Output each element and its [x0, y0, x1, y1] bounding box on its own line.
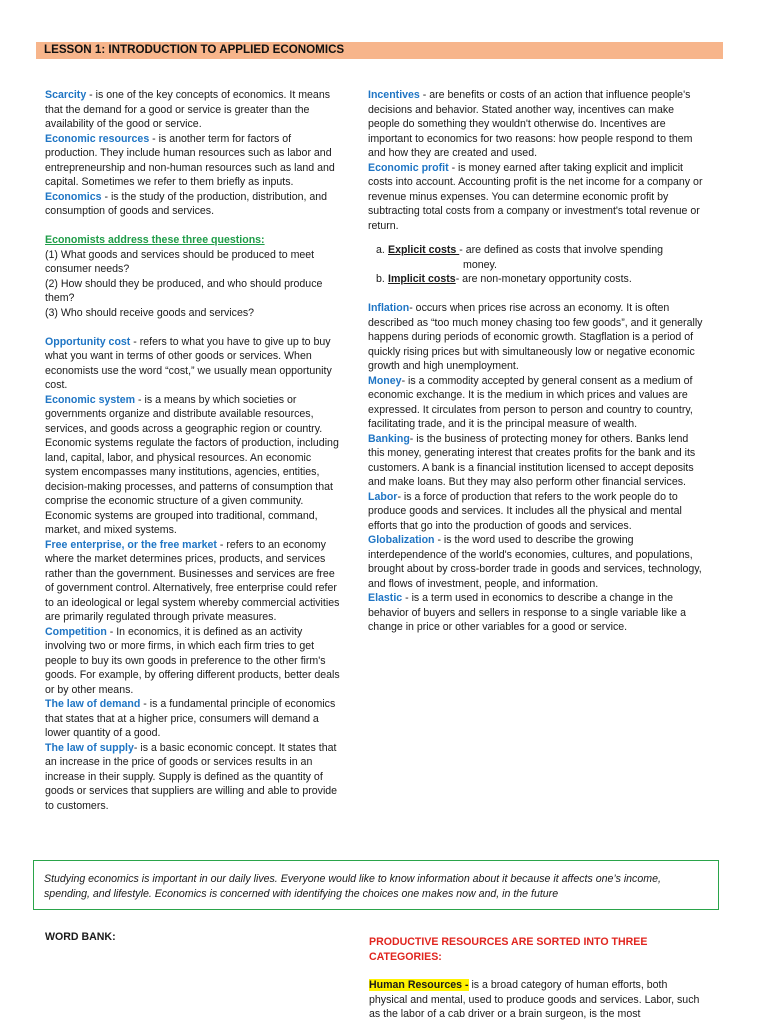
definition-text: - is a fundamental principle of economics that states that at a higher price, consumers will demand a lower quantity of a good. — [45, 698, 336, 739]
questions-heading: Economists address these three questions: — [45, 234, 265, 246]
term-banking: Banking — [368, 432, 410, 445]
definition-globalization — [368, 533, 703, 591]
definition-text: - is a basic economic concept. It states that an increase in the price of goods or services results in an increase in their supply. Supply is defined as the quantity of goods or services that suppliers are willing and able to provide to customers. — [45, 741, 338, 812]
term-economic-profit: Economic profit — [368, 161, 449, 174]
definition-text: - is a term used in economics to describe a change in the behavior of buyers and sellers in response to a single variable like a change in price or other variables for a good or service. — [368, 592, 686, 633]
definition-economic-system — [45, 393, 345, 538]
definition-text: - is money earned after taking explicit and implicit costs into account. Accounting profit is the net income for a company or revenue minus expenses. You can determine economic profit by subtracting total costs from a company or investment's total revenue or return. — [368, 161, 703, 232]
definition-banking — [368, 432, 703, 490]
definition-law-of-supply — [45, 741, 345, 814]
term-opportunity-cost: Opportunity cost — [45, 335, 131, 348]
cost-item-explicit — [368, 243, 703, 272]
definition-law-of-demand — [45, 697, 345, 741]
term-explicit-costs: Explicit costs — [388, 244, 460, 256]
definition-labor — [368, 490, 703, 534]
definition-text: - is another term for factors of production. They include human resources such as labor and entrepreneurship and non-human resources such as land and capital. Sometimes we refer to them briefly as inputs. — [45, 132, 335, 188]
definition-text: - refers to an economy where the market determines prices, products, and services rather than the government. Businesses and services are free of government control. Alternatively, free enterprise could refer to an ideological or legal system whereby commercial activities are primarily regulated through private measures. — [45, 538, 340, 623]
definition-competition — [45, 625, 345, 698]
definition-elastic — [368, 591, 703, 635]
definition-text: - are non-monetary opportunity costs. — [455, 273, 632, 285]
term-labor: Labor — [368, 490, 398, 503]
left-column — [45, 88, 345, 813]
definition-economic-profit — [368, 161, 703, 234]
definition-text: - In economics, it is defined as an activity involving two or more firms, in which each firm tries to get people to buy its own goods in preference to the other firm's goods. For example, by offering different products, better deals or by other means. — [45, 625, 340, 696]
lesson-title: LESSON 1: INTRODUCTION TO APPLIED ECONOMICS — [44, 43, 345, 56]
term-globalization: Globalization — [368, 534, 435, 546]
term-free-enterprise: Free enterprise, or the free market — [45, 538, 217, 551]
productive-resources-heading: PRODUCTIVE RESOURCES ARE SORTED INTO THREE CATEGORIES: — [369, 936, 648, 963]
definition-text: - is a force of production that refers to the work people do to produce goods and services. It includes all the physical and mental efforts that go into the production of goods and services. — [368, 490, 682, 532]
term-economic-system: Economic system — [45, 393, 136, 406]
word-bank-label: WORD BANK: — [45, 931, 116, 943]
cost-item-implicit — [368, 272, 703, 287]
list-marker: b. — [376, 273, 385, 285]
definition-text: - is the business of protecting money for others. Banks lend this money, generating interest that creates profits for the bank and its customers. A bank is a financial institution licensed to accept deposits and make loans. But they may also perform other financial services. — [368, 432, 696, 488]
definition-text: - is a means by which societies or governments organize and distribute available resources, services, and goods across a geographic region or country. Economic systems regulate the factors of production, including land, capital, labor, and physical resources. An economic system encompasses many institutions, agencies, entities, decision-making processes, and patterns of consumption that comprise the economic structure of a given community. Economic systems are grouped into traditional, command, market, and mixed systems. — [45, 393, 339, 536]
question-item: (1) What goods and services should be produced to meet consumer needs? — [45, 248, 315, 275]
term-law-of-supply: The law of supply — [45, 741, 134, 754]
list-marker: a. — [376, 244, 385, 256]
definition-text: - are defined as costs that involve spending — [459, 244, 664, 256]
question-item: (2) How should they be produced, and who should produce them? — [45, 277, 323, 304]
term-money: Money — [368, 374, 402, 387]
term-inflation: Inflation — [368, 302, 410, 314]
term-competition: Competition — [45, 625, 107, 638]
definition-inflation — [368, 301, 703, 374]
term-economic-resources: Economic resources — [45, 132, 150, 145]
question-item: (3) Who should receive goods and services? — [45, 306, 255, 319]
right-column — [368, 88, 703, 635]
definition-human-resources — [369, 978, 704, 1022]
definition-scarcity — [45, 88, 345, 132]
definition-text: - occurs when prices rise across an economy. It is often described as “too much money chasing too few goods”, and it generally happens during periods of economic growth. Stagflation is a period of quickly rising prices but with simultaneously low or negative economic growth and high unemployment. — [368, 302, 703, 372]
term-economics: Economics — [45, 190, 102, 203]
definition-text: - is a commodity accepted by general consent as a medium of economic exchange. It is the medium in which prices and values are expressed. It circulates from person to person and country to country, facilitating trade, and it is the principal measure of wealth. — [368, 374, 693, 430]
definition-text: - are benefits or costs of an action that influence people's decisions and behavior. Stated another way, incentives can make people do something they wouldn't otherwise do. Incentives are important to economics for two reasons: how people respond to them and how they are created and used. — [368, 89, 693, 159]
lesson-header — [36, 42, 723, 59]
definition-text: - is the study of the production, distribution, and consumption of goods and services. — [45, 190, 328, 217]
definition-economic-resources — [45, 132, 345, 190]
definition-continuation: money. — [463, 258, 497, 271]
definition-text: - refers to what you have to give up to buy what you want in terms of other goods or services. When economists use the word “cost,” we usually mean opportunity cost. — [45, 335, 332, 391]
term-incentives: Incentives — [368, 89, 420, 101]
definition-text: - is the word used to describe the growing interdependence of the world's economies, cultures, and populations, brought about by cross-border trade in goods and services, technology, and flows of investment, people, and information. — [368, 534, 702, 590]
term-scarcity: Scarcity — [45, 89, 87, 101]
term-human-resources: Human Resources - — [369, 979, 469, 991]
definition-free-enterprise — [45, 538, 345, 625]
term-elastic: Elastic — [368, 592, 403, 604]
definition-text: is a broad category of human efforts, both physical and mental, used to produce goods and services. Labor, such as the labor of a cab driver or a brain surgeon, is the most — [369, 979, 700, 1020]
term-law-of-demand: The law of demand — [45, 698, 141, 710]
definition-incentives — [368, 88, 703, 161]
term-implicit-costs: Implicit costs — [388, 273, 456, 285]
cost-list — [368, 243, 703, 287]
definition-money — [368, 374, 703, 432]
definition-opportunity-cost — [45, 335, 345, 393]
definition-economics — [45, 190, 345, 219]
definition-text: - is one of the key concepts of economics. It means that the demand for a good or service is greater than the availability of the good or service. — [45, 89, 331, 130]
callout-text: Studying economics is important in our daily lives. Everyone would like to know information about it because it affects one’s income, spending, and lifestyle. Economics is concerned with identifying the choices one makes now and, in the future — [44, 873, 661, 900]
callout-box — [33, 860, 719, 910]
